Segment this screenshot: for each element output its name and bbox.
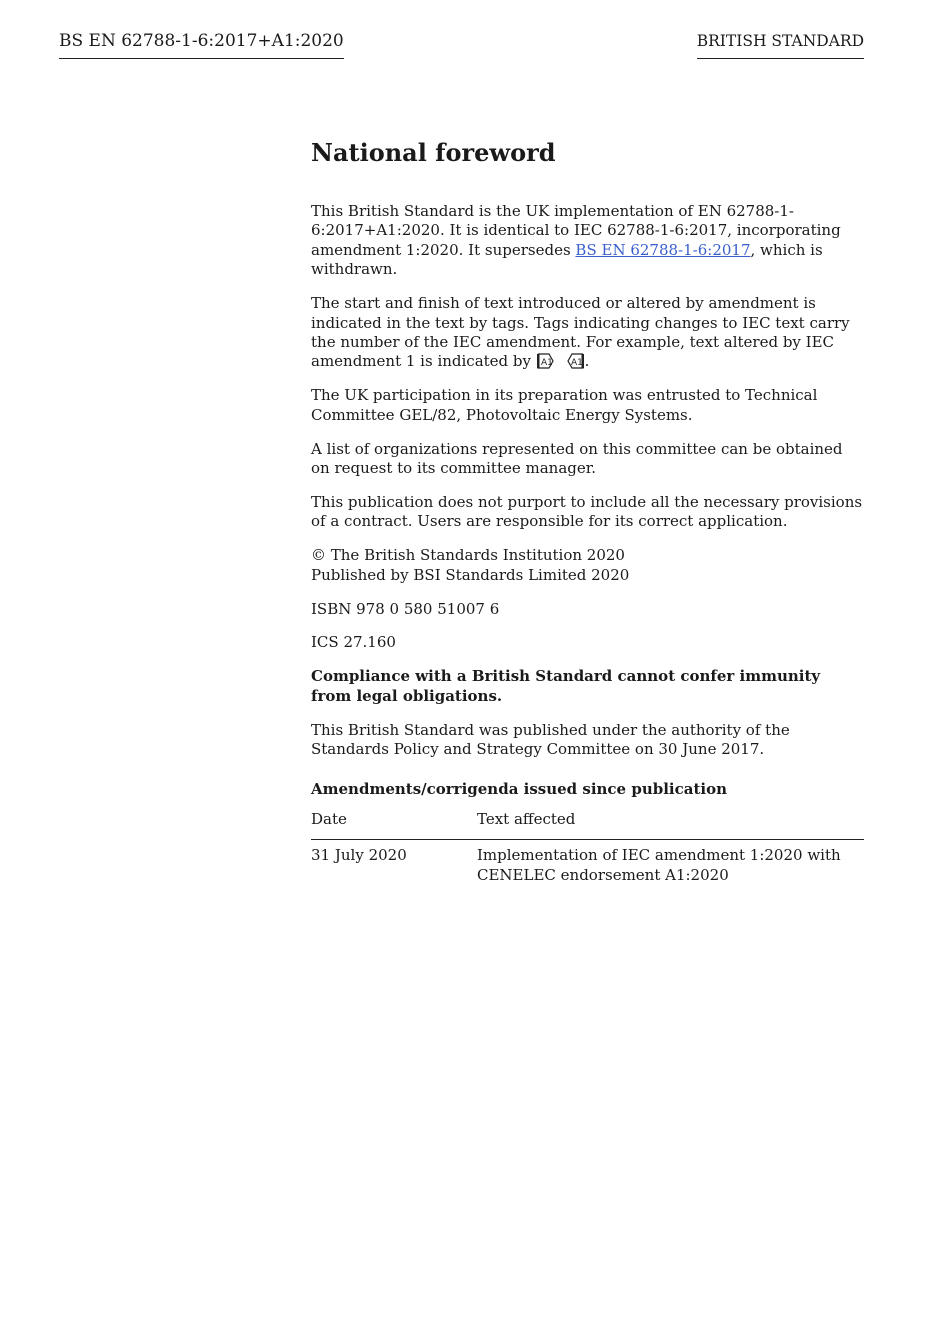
header-series-label: BRITISH STANDARD xyxy=(697,30,864,59)
amendments-table xyxy=(311,810,864,885)
amendments-table-header xyxy=(311,810,864,840)
amendment-tags-paragraph xyxy=(311,294,864,372)
isbn-text: ISBN 978 0 580 51007 6 xyxy=(311,599,500,618)
header-document-id: BS EN 62788-1-6:2017+A1:2020 xyxy=(59,30,344,59)
amendment-tags-end: . xyxy=(584,352,590,371)
copyright-block xyxy=(311,546,864,585)
authority-paragraph: This British Standard was published under the authority of the Standards Policy and Strategy Committee on 30 June 2017. xyxy=(311,720,790,759)
superseded-standard-link[interactable]: BS EN 62788-1-6:2017 xyxy=(575,240,751,259)
amendment-text-line: CENELEC endorsement A1:2020 xyxy=(477,865,729,884)
provisions-paragraph: This publication does not purport to include all the necessary provisions of a contract. Users are responsible for its correct application. xyxy=(311,492,863,531)
implementation-text: This British Standard is the UK implementation of EN 62788-1-6:2017+A1:2020. It is identical to IEC 62788-1-6:2017, incorporating amendment 1:2020. It supersedes xyxy=(311,202,841,259)
ics-text: ICS 27.160 xyxy=(311,633,396,652)
amendment-tags-text: The start and finish of text introduced or altered by amendment is indicated in the text by tags. Tags indicating changes to IEC text carry the number of the IEC amendment. For example, text altered by IEC amendment 1 is indicated by xyxy=(311,294,850,371)
organizations-paragraph: A list of organizations represented on this committee can be obtained on request to its committee manager. xyxy=(311,439,843,477)
amendment-text-line: Implementation of IEC amendment 1:2020 with xyxy=(477,846,841,865)
implementation-text-end: , which is withdrawn. xyxy=(311,240,823,279)
column-header-text-affected: Text affected xyxy=(477,810,864,840)
column-header-date: Date xyxy=(311,810,477,840)
publisher-text: Published by BSI Standards Limited 2020 xyxy=(311,565,630,584)
amendment-text-affected xyxy=(477,840,864,885)
committee-paragraph: The UK participation in its preparation was entrusted to Technical Committee GEL/82, Photovoltaic Energy Systems. xyxy=(311,386,818,424)
amendment-open-tag-label: A1 xyxy=(540,358,553,369)
copyright-text: © The British Standards Institution 2020 xyxy=(311,546,625,565)
amendment-close-tag-label: A1 xyxy=(570,358,583,369)
amendment-date: 31 July 2020 xyxy=(311,846,407,865)
implementation-paragraph xyxy=(311,202,864,280)
foreword-section xyxy=(311,138,864,885)
amendments-heading: Amendments/corrigenda issued since publication xyxy=(311,780,727,799)
table-row xyxy=(311,840,864,885)
compliance-notice: Compliance with a British Standard cannot confer immunity from legal obligations. xyxy=(311,667,821,705)
amendment-open-tag-icon xyxy=(536,353,558,369)
page-title: National foreword xyxy=(311,138,556,167)
amendment-close-tag-icon xyxy=(563,353,585,369)
